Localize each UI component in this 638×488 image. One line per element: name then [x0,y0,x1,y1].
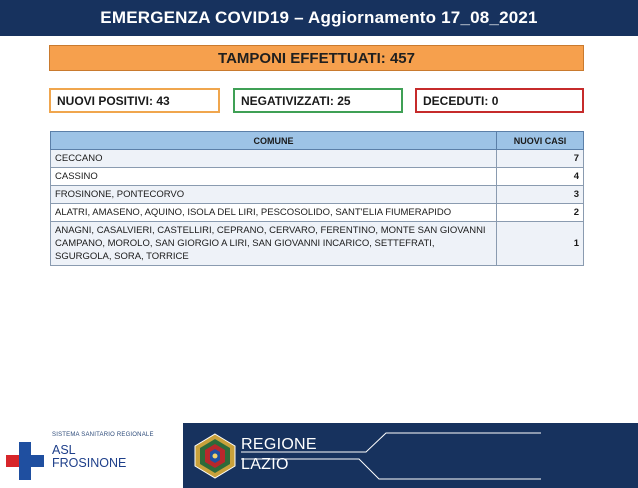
column-header-comune: COMUNE [51,132,497,150]
nuovi-casi-cell: 3 [497,186,584,204]
regione-lazio-banner [183,423,638,488]
deceduti-value: 0 [491,93,499,108]
negativizzati-label: NEGATIVIZZATI: [241,93,334,108]
comune-cell: ALATRI, AMASENO, AQUINO, ISOLA DEL LIRI, PESCOSOLIDO, SANT'ELIA FIUMERAPIDO [51,204,497,222]
asl-name-line1: ASL [52,443,76,457]
comune-cell: CASSINO [51,168,497,186]
table-row [51,204,584,222]
tamponi-value: 457 [389,49,415,67]
nuovi-positivi-box [49,88,220,113]
deceduti-label: DECEDUTI: [423,93,489,108]
table-row [51,222,584,266]
nuovi-casi-cell: 2 [497,204,584,222]
comuni-table [50,131,584,266]
table-header-row [51,132,584,150]
asl-frosinone-logo [0,422,180,488]
regione-name [241,435,317,475]
asl-name [52,444,126,470]
regione-name-line1: REGIONE [241,436,317,453]
nuovi-casi-cell: 4 [497,168,584,186]
table-row [51,150,584,168]
asl-cross-icon [6,442,44,480]
column-header-nuovi-casi: NUOVI CASI [497,132,584,150]
comune-cell: CECCANO [51,150,497,168]
negativizzati-value: 25 [337,93,351,108]
nuovi-casi-cell: 7 [497,150,584,168]
table-row [51,186,584,204]
page-title-text: EMERGENZA COVID19 – Aggiornamento 17_08_2021 [100,8,538,27]
comune-cell: FROSINONE, PONTECORVO [51,186,497,204]
tamponi-banner [49,45,584,71]
deceduti-box [415,88,584,113]
nuovi-positivi-value: 43 [156,93,170,108]
asl-sistema-text: SISTEMA SANITARIO REGIONALE [52,432,154,438]
table-row [51,168,584,186]
asl-name-line2: FROSINONE [52,456,127,470]
regione-lazio-emblem-icon [191,432,239,480]
nuovi-positivi-label: NUOVI POSITIVI: [57,93,154,108]
regione-name-line2: LAZIO [241,456,289,473]
comune-cell: ANAGNI, CASALVIERI, CASTELLIRI, CEPRANO, CERVARO, FERENTINO, MONTE SAN GIOVANNI CAMPANO, MOROLO, SAN GIORGIO A LIRI, SAN GIOVANNI INCARICO, SETTEFRATI, SGURGOLA, SORA, TORRICE [51,222,497,266]
nuovi-casi-cell: 1 [497,222,584,266]
negativizzati-box [233,88,403,113]
page-title [0,0,638,36]
tamponi-label: TAMPONI EFFETTUATI: [218,49,386,67]
